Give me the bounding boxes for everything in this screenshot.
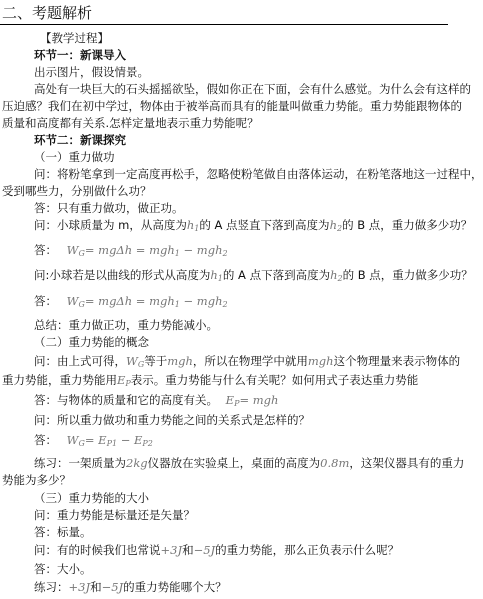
part2-q1-text-b: 等于 [144,354,168,368]
work-formula-2: $W_G= mg\Delta h = mgh_1 - mgh_2$ [66,294,228,309]
step1-title: 环节一：新课导入 [34,48,126,62]
work-energy-formula: $W_G= E_{P1} - E_{P2}$ [66,433,153,448]
part1-a3 [34,293,228,313]
part2-q1-line1 [34,353,460,373]
part3-exercise-text-c: 的重力势能哪个大？ [123,580,227,594]
wg-symbol: $W_G$ [126,354,145,369]
part3-a2: 答：大小。 [34,562,92,576]
part1-heading: （一）重力做功 [34,150,115,164]
part2-exercise-text-c: ，这架仪器具有的重力 [349,456,465,470]
part2-exercise-line2: 势能为多少？ [2,473,71,487]
h1-symbol: $h_1$ [186,218,200,233]
part2-a2-label: 答： [34,433,57,447]
part2-q2: 问：所以重力做功和重力势能之间的关系式是怎样的？ [34,413,310,427]
positive-energy-value-2: +3J [68,580,91,594]
part2-q1-text-d: 这个物理量来表示物体的 [333,354,461,368]
step2-title: 环节二：新课探究 [34,133,126,147]
h2-symbol-2: $h_2$ [330,268,343,283]
part2-a1 [34,392,278,412]
part1-q2 [34,217,472,237]
title-divider [0,24,448,25]
part1-a2-label: 答： [34,243,57,257]
mgh-symbol-2: mgh [307,354,334,368]
part1-summary: 总结：重力做正功，重力势能减小。 [34,318,218,332]
part2-a2 [34,432,153,452]
part2-exercise-line1 [34,455,464,471]
part3-q2-text-c: 的重力势能，那么正负表示什么呢？ [215,543,400,557]
intro-line-4: 质量和高度都有关系.怎样定量地表示重力势能呢？ [2,116,259,130]
ep-symbol: $E_P$ [117,373,131,388]
part3-q1: 问：重力势能是标量还是矢量？ [34,508,195,522]
part1-a2 [34,242,228,262]
part2-q1-line2-text-b: 表示。重力势能与什么有关呢？如何用式子表达重力势能 [130,373,419,387]
part3-a1: 答：标量。 [34,525,92,539]
negative-energy-value: −5J [193,543,216,557]
part3-exercise-text-b: 和 [90,580,102,594]
part1-q1-line2: 受到哪些力，分别做什么功？ [2,184,152,198]
mgh-symbol: mgh [167,354,193,368]
part2-q1-text-a: 问：由上式可得， [34,354,126,368]
positive-energy-value: +3J [160,543,183,557]
part2-a1-text: 答：与物体的质量和它的高度有关。 [34,393,218,407]
part2-exercise-text-a: 练习：一架质量为 [34,456,126,470]
height-value: 0.8m [320,456,350,470]
part1-q3 [34,267,473,287]
work-formula-1: $W_G= mg\Delta h = mgh_1 - mgh_2$ [66,243,228,258]
part2-heading: （二）重力势能的概念 [34,335,149,349]
part1-q2-text-b: 的 A 点竖直下落到高度为 [199,218,330,232]
part1-a3-label: 答： [34,294,57,308]
mass-value: 2kg [126,456,148,470]
part2-q1-text-c: ，所以在物理学中就用 [192,354,308,368]
h1-symbol-2: $h_1$ [210,268,223,283]
part2-q1-line2-text-a: 重力势能，重力势能用 [2,373,117,387]
part1-q3-text-c: 的 B 点，重力做多少功？ [342,268,473,282]
section-title: 二、考题解析 [2,4,93,22]
process-header: 【教学过程】 [40,31,109,45]
part1-q2-text-c: 的 B 点，重力做多少功？ [342,218,473,232]
part1-q2-text-a: 问：小球质量为 m，从高度为 [34,218,187,232]
part1-q3-text-b: 的 A 点下落到高度为 [222,268,331,282]
intro-line-3: 压迫感？我们在初中学过，物体由于被举高而具有的能量叫做重力势能。重力势能跟物体的 [2,99,462,113]
part3-q2-text-a: 问：有的时候我们也常说 [34,543,161,557]
part2-exercise-text-b: 仪器放在实验桌上，桌面的高度为 [147,456,321,470]
part1-a1: 答：只有重力做功，做正功。 [34,201,184,215]
part3-q2 [34,542,399,558]
negative-energy-value-2: −5J [101,580,124,594]
part2-q1-line2 [2,372,418,392]
intro-line-2: 高处有一块巨大的石头摇摇欲坠，假如你正在下面，会有什么感觉。为什么会有这样的 [34,82,471,96]
part3-exercise [34,579,227,595]
part3-q2-text-b: 和 [182,543,194,557]
part3-heading: （三）重力势能的大小 [34,491,149,505]
part1-q3-text-a: 问:小球若是以曲线的形式从高度为 [34,268,211,282]
part1-q1-line1: 问：将粉笔拿到一定高度再松手，忽略使粉笔做自由落体运动，在粉笔落地这一过程中， [34,167,483,181]
intro-line-1: 出示图片，假设情景。 [34,65,149,79]
part3-exercise-text-a: 练习： [34,580,69,594]
h2-symbol: $h_2$ [329,218,343,233]
ep-formula: $E_P=$ mgh [225,393,279,408]
